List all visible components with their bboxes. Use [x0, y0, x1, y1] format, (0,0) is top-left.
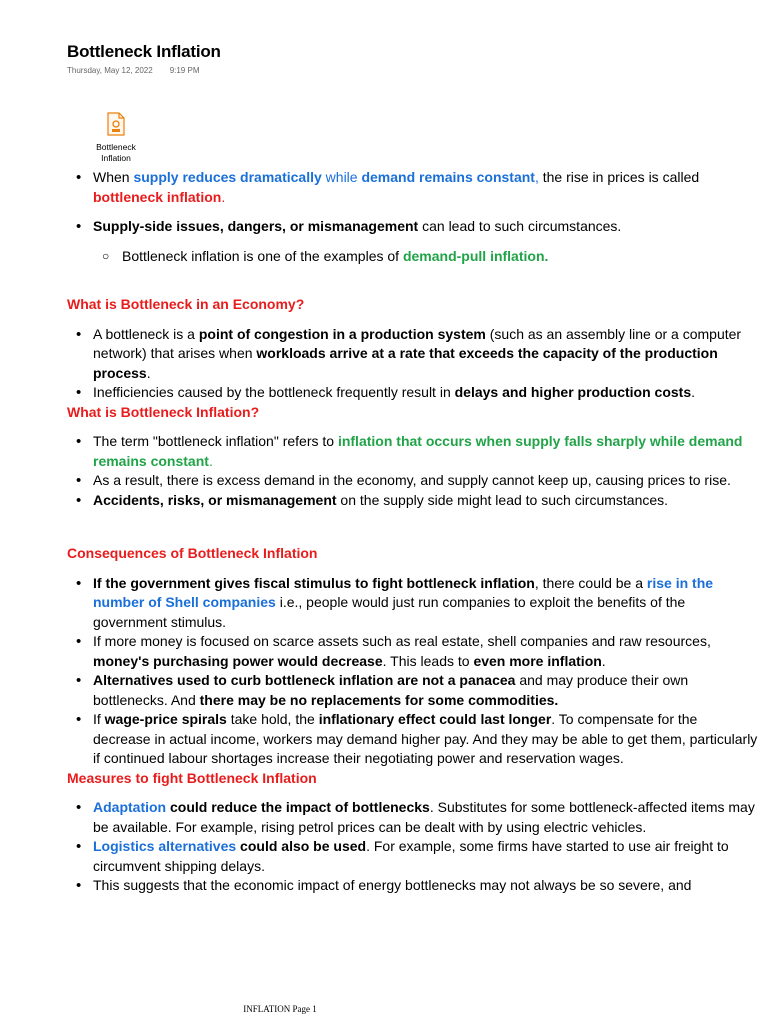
list-item: • Supply-side issues, dangers, or mismanagement can lead to such circumstances.	[0, 217, 768, 237]
list-item: • Alternatives used to curb bottleneck inflation are not a panacea and may produce their own bottlenecks. And there may be no replacements for some commodities.	[0, 671, 768, 710]
sub-list-item: ○ Bottleneck inflation is one of the examples of demand-pull inflation.	[0, 247, 768, 267]
list-item: • This suggests that the economic impact of energy bottlenecks may not always be so severe, and	[0, 876, 768, 896]
pdf-file-icon	[107, 112, 125, 136]
list-item: • When supply reduces dramatically while demand remains constant, the rise in prices is called bottleneck inflation.	[0, 168, 768, 207]
attachment-label: Bottleneck Inflation	[96, 142, 136, 163]
page-title: Bottleneck Inflation	[67, 42, 221, 61]
list-item: • Inefficiencies caused by the bottleneck frequently result in delays and higher production costs.	[0, 383, 768, 403]
list-item: • If more money is focused on scarce assets such as real estate, shell companies and raw resources, money's purchasing power would decrease. This leads to even more inflation.	[0, 632, 768, 671]
page-timestamp	[67, 66, 199, 75]
list-item: • Adaptation could reduce the impact of bottlenecks. Substitutes for some bottleneck-affected items may be available. For example, rising petrol prices can be dealt with by using electric vehicles.	[0, 798, 768, 837]
page-footer: INFLATION Page 1	[243, 1004, 317, 1014]
list-item: • If wage-price spirals take hold, the inflationary effect could last longer. To compensate for the decrease in actual income, workers may demand higher pay. And they may be able to get them, particularly if continued labour shortages increase their negotiating power and reservation wages.	[0, 710, 768, 769]
list-item: • The term "bottleneck inflation" refers to inflation that occurs when supply falls sharply while demand remains constant.	[0, 432, 768, 471]
list-item: • A bottleneck is a point of congestion in a production system (such as an assembly line or a computer network) that arises when workloads arrive at a rate that exceeds the capacity of the production process.	[0, 325, 768, 384]
section-heading: What is Bottleneck in an Economy?	[67, 296, 305, 312]
note-content	[0, 168, 768, 896]
page-date: Thursday, May 12, 2022	[67, 66, 153, 75]
section-heading: What is Bottleneck Inflation?	[67, 403, 260, 420]
section-heading: Measures to fight Bottleneck Inflation	[67, 769, 317, 786]
list-item: • If the government gives fiscal stimulus to fight bottleneck inflation, there could be a rise in the number of Shell companies i.e., people would just run companies to exploit the benefits of the government stimulus.	[0, 574, 768, 633]
page-time: 9:19 PM	[169, 66, 200, 75]
section-heading: Consequences of Bottleneck Inflation	[67, 545, 318, 561]
list-item: • Accidents, risks, or mismanagement on the supply side might lead to such circumstances.	[0, 491, 768, 511]
pdf-attachment[interactable]	[88, 112, 144, 164]
list-item: • As a result, there is excess demand in the economy, and supply cannot keep up, causing prices to rise.	[0, 471, 768, 491]
list-item: • Logistics alternatives could also be used. For example, some firms have started to use air freight to circumvent shipping delays.	[0, 837, 768, 876]
